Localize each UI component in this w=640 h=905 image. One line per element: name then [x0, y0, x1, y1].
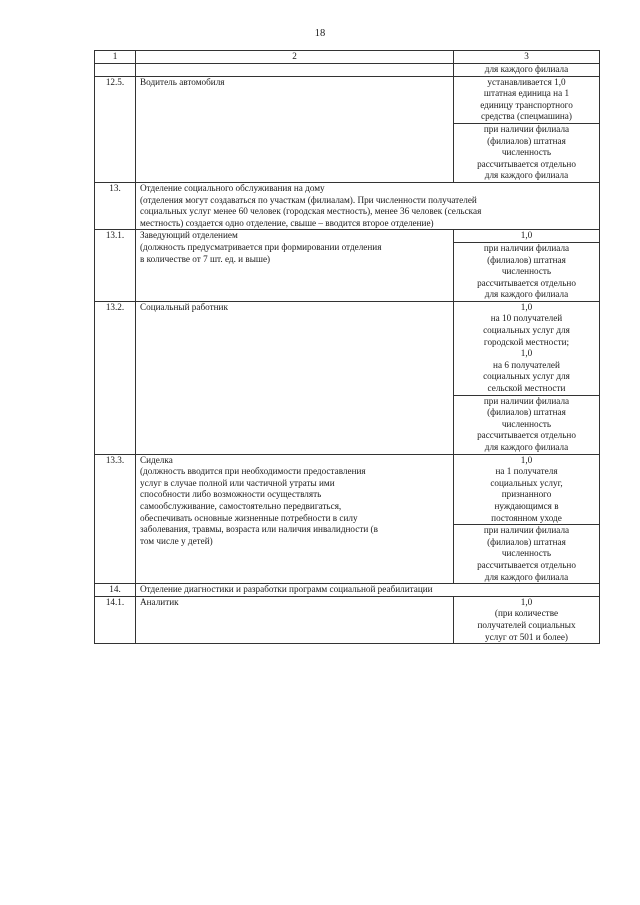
table-row-13-3: [95, 454, 600, 525]
staff-norm: 1,0 на 1 получателя социальных услуг, признанного нуждающимся в постоянном уходе: [454, 454, 600, 525]
row-number: 13.2.: [95, 301, 136, 454]
section-title: Отделение диагностики и разработки программ социальной реабилитации: [136, 584, 600, 597]
table-row-12-5: [95, 76, 600, 123]
continuation-row: [95, 64, 600, 77]
header-col-3: 3: [454, 51, 600, 64]
table-row-13-2: [95, 301, 600, 395]
page-number: 18: [314, 28, 326, 39]
section-title: Отделение социального обслуживания на дому (отделения могут создаваться по участкам (филиалам). При численности получателей социальных услуг менее 60 человек (городская местность), менее 36 человек (сельская местность) создается одно отделение, свыше – вводится второе отделение): [136, 182, 600, 229]
row-number: 13.1.: [95, 230, 136, 302]
branch-note: при наличии филиала (филиалов) штатная численность рассчитывается отдельно для каждого филиала: [454, 395, 600, 454]
row-number: 12.5.: [95, 76, 136, 182]
position-title: Заведующий отделением (должность предусматривается при формировании отделения в количестве от 7 шт. ед. и выше): [136, 230, 454, 302]
row-number: 13.3.: [95, 454, 136, 584]
header-col-2: 2: [136, 51, 454, 64]
staff-norm: 1,0 на 10 получателей социальных услуг для городской местности; 1,0 на 6 получателей социальных услуг для сельской местности: [454, 301, 600, 395]
branch-note: при наличии филиала (филиалов) штатная численность рассчитывается отдельно для каждого филиала: [454, 242, 600, 301]
branch-note: при наличии филиала (филиалов) штатная численность рассчитывается отдельно для каждого филиала: [454, 123, 600, 182]
row-number: 13.: [95, 182, 136, 229]
position-title: Водитель автомобиля: [136, 76, 454, 182]
row-number: 14.1.: [95, 596, 136, 643]
staff-norm: устанавливается 1,0 штатная единица на 1 единицу транспортного средства (спецмашина): [454, 76, 600, 123]
row-number: 14.: [95, 584, 136, 597]
branch-note: при наличии филиала (филиалов) штатная численность рассчитывается отдельно для каждого филиала: [454, 525, 600, 584]
table-row-13-1: [95, 230, 600, 243]
position-title: Аналитик: [136, 596, 454, 643]
position-title: Социальный работник: [136, 301, 454, 454]
table-header-row: [95, 51, 600, 64]
staffing-table: [94, 50, 600, 644]
table-row-13: [95, 182, 600, 229]
continuation-value: для каждого филиала: [454, 64, 600, 77]
table-row-14: [95, 584, 600, 597]
staff-norm: 1,0: [454, 230, 600, 243]
header-col-1: 1: [95, 51, 136, 64]
staff-norm: 1,0 (при количестве получателей социальных услуг от 501 и более): [454, 596, 600, 643]
position-title: Сиделка (должность вводится при необходимости предоставления услуг в случае полной или частичной утраты ими способности либо возможности осуществлять самообслуживание, самостоятельно передвигаться, обеспечивать основные жизненные потребности в силу заболевания, травмы, возраста или наличия инвалидности (в том числе у детей): [136, 454, 454, 584]
table-row-14-1: [95, 596, 600, 643]
